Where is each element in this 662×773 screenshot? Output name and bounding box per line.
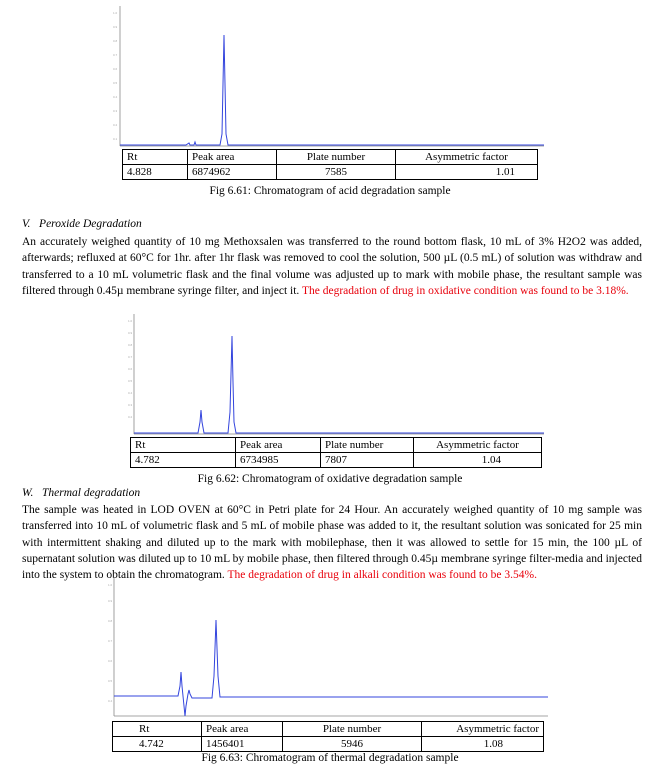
value-plate-number: 7807	[321, 453, 414, 468]
value-asymmetric-factor: 1.01	[396, 165, 538, 180]
chromatogram-oxidative-svg	[128, 312, 548, 438]
result-text: The degradation of drug in alkali condition was found to be 3.54%.	[227, 569, 537, 582]
svg-text:0.9: 0.9	[108, 599, 113, 603]
header-plate-number: Plate number	[321, 438, 414, 453]
value-rt: 4.782	[131, 453, 236, 468]
thermal-trace	[114, 620, 548, 716]
peak-table-oxidative	[130, 437, 542, 468]
paragraph-text: An accurately weighed quantity of 10 mg Methoxsalen was transferred to the round bottom flask, 10 mL of 3% H2O2 was added, afterwards; refluxed at 60°C for 1hr. after 1hr flask was removed to cool the solution, 500 µL (0.5 mL) of solution was withdraw and transferred to a 10 mL volumetric flask and the final volume was adjusted up to mark with mobile phase, the resultant sample was filtered through 0.45µ membrane syringe filter, and inject it.	[22, 236, 642, 297]
svg-text:0.7: 0.7	[108, 639, 113, 643]
paragraph-thermal	[22, 502, 642, 583]
svg-text:0.5: 0.5	[108, 679, 113, 683]
header-peak-area: Peak area	[236, 438, 321, 453]
svg-text:0.4: 0.4	[108, 699, 113, 703]
acid-trace	[120, 35, 544, 145]
svg-text:0.4: 0.4	[113, 95, 118, 99]
svg-text:0.1: 0.1	[113, 137, 118, 141]
value-peak-area: 1456401	[202, 737, 283, 752]
heading-thermal	[22, 487, 140, 499]
svg-text:0.8: 0.8	[113, 39, 118, 43]
heading-title: Thermal degradation	[42, 487, 141, 499]
paragraph-peroxide	[22, 234, 642, 299]
header-rt: Rt	[113, 722, 202, 737]
value-rt: 4.828	[123, 165, 188, 180]
peak-table-acid	[122, 149, 538, 180]
value-asymmetric-factor: 1.08	[422, 737, 544, 752]
header-asymmetric-factor: Asymmetric factor	[414, 438, 542, 453]
value-rt: 4.742	[113, 737, 202, 752]
svg-text:0.6: 0.6	[113, 67, 118, 71]
value-peak-area: 6734985	[236, 453, 321, 468]
svg-text:0.9: 0.9	[128, 331, 133, 335]
svg-text:0.2: 0.2	[128, 415, 133, 419]
chromatogram-acid-svg	[112, 4, 552, 150]
heading-peroxide	[22, 218, 142, 230]
header-plate-number: Plate number	[277, 150, 396, 165]
heading-title: Peroxide Degradation	[39, 218, 142, 230]
svg-text:1.0: 1.0	[108, 583, 113, 587]
svg-text:0.5: 0.5	[128, 379, 133, 383]
figure-caption-oxidative: Fig 6.62: Chromatogram of oxidative degradation sample	[197, 473, 463, 485]
heading-number: W.	[22, 487, 34, 499]
chromatogram-thermal	[108, 576, 552, 722]
header-peak-area: Peak area	[188, 150, 277, 165]
svg-text:0.8: 0.8	[128, 343, 133, 347]
peak-table-thermal	[112, 721, 544, 752]
chromatogram-oxidative	[128, 312, 548, 438]
value-plate-number: 5946	[283, 737, 422, 752]
result-text: The degradation of drug in oxidative condition was found to be 3.18%.	[301, 284, 629, 297]
header-asymmetric-factor: Asymmetric factor	[396, 150, 538, 165]
paragraph-text: The sample was heated in LOD OVEN at 60°C in Petri plate for 24 Hour. An accurately weighed quantity of 10 mg sample was transferred into 10 mL of volumetric flask and 5 mL of mobile phase was added to it, the resultant solution was sonicated for 25 min with intermittent shaking and diluted up to the mark with mobilephase, then it was allowed to settle for 15 min, the 100 µL of supernatant solution was diluted up to 10 mL by mobile phase, then filtered through 0.45µ membrane syringe filter-media and injected into the system to obtain the chromatogram.	[22, 504, 642, 582]
value-asymmetric-factor: 1.04	[414, 453, 542, 468]
svg-text:0.4: 0.4	[128, 391, 133, 395]
svg-text:0.3: 0.3	[128, 403, 133, 407]
figure-caption-thermal: Fig 6.63: Chromatogram of thermal degradation sample	[201, 752, 459, 764]
figure-caption-acid: Fig 6.61: Chromatogram of acid degradation sample	[209, 185, 451, 197]
svg-text:0.9: 0.9	[113, 25, 118, 29]
header-rt: Rt	[123, 150, 188, 165]
svg-text:0.3: 0.3	[113, 109, 118, 113]
chromatogram-acid	[112, 4, 552, 150]
value-peak-area: 6874962	[188, 165, 277, 180]
chromatogram-thermal-svg	[108, 576, 552, 722]
header-asymmetric-factor: Asymmetric factor	[422, 722, 544, 737]
value-plate-number: 7585	[277, 165, 396, 180]
svg-text:0.7: 0.7	[128, 355, 133, 359]
header-peak-area: Peak area	[202, 722, 283, 737]
oxidative-trace	[134, 336, 544, 433]
svg-text:0.6: 0.6	[128, 367, 133, 371]
svg-text:0.5: 0.5	[113, 81, 118, 85]
svg-text:0.6: 0.6	[108, 659, 113, 663]
heading-number: V.	[22, 218, 31, 230]
svg-text:1.0: 1.0	[128, 319, 133, 323]
svg-text:0.7: 0.7	[113, 53, 118, 57]
svg-text:1.0: 1.0	[113, 11, 118, 15]
svg-text:0.2: 0.2	[113, 123, 118, 127]
header-rt: Rt	[131, 438, 236, 453]
header-plate-number: Plate number	[283, 722, 422, 737]
svg-text:0.8: 0.8	[108, 619, 113, 623]
